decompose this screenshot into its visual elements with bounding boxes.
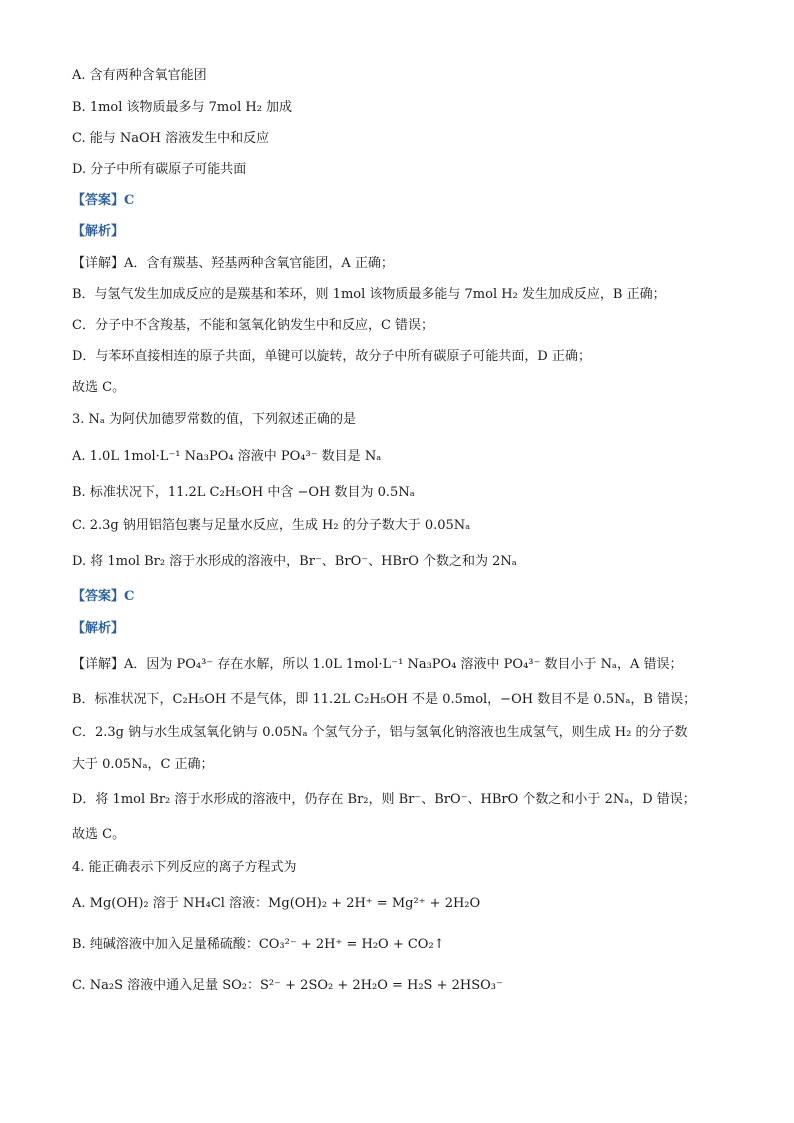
analysis-label: 【解析】 (72, 224, 125, 239)
explanation-line: 【详解】A．含有羰基、羟基两种含氧官能团，A 正确； (72, 256, 394, 271)
option-d: D. 将 1mol Br₂ 溶于水形成的溶液中，Br⁻、BrO⁻、HBrO 个数之和为 2Nₐ (72, 554, 517, 569)
option-a: A. 1.0L 1mol·L⁻¹ Na₃PO₄ 溶液中 PO₄³⁻ 数目是 Nₐ (72, 449, 382, 464)
answer-label: 【答案】C (72, 193, 135, 208)
answer-label: 【答案】C (72, 589, 135, 604)
explanation-line: 【详解】A．因为 PO₄³⁻ 存在水解，所以 1.0L 1mol·L⁻¹ Na₃PO₄ 溶液中 PO₄³⁻ 数目小于 Nₐ，A 错误； (72, 657, 683, 672)
explanation-line: D．与苯环直接相连的原子共面，单键可以旋转，故分子中所有碳原子可能共面，D 正确； (72, 349, 591, 364)
option-b: B. 标准状况下，11.2L C₂H₅OH 中含 −OH 数目为 0.5Nₐ (72, 485, 415, 500)
explanation-line: B．与氢气发生加成反应的是羰基和苯环，则 1mol 该物质最多能与 7mol H₂ 发生加成反应，B 正确； (72, 287, 666, 302)
analysis-label: 【解析】 (72, 621, 125, 636)
explanation-line: C．分子中不含羧基，不能和氢氧化钠发生中和反应，C 错误； (72, 318, 435, 333)
explanation-line: 大于 0.05Nₐ，C 正确； (72, 757, 214, 772)
conclusion-line: 故选 C。 (72, 380, 126, 395)
option-b: B. 纯碱溶液中加入足量稀硫酸：CO₃²⁻ + 2H⁺ = H₂O + CO₂↑ (72, 937, 445, 952)
option-c: C. 2.3g 钠用铝箔包裹与足量水反应，生成 H₂ 的分子数大于 0.05Nₐ (72, 518, 471, 533)
explanation-line: D．将 1mol Br₂ 溶于水形成的溶液中，仍存在 Br₂，则 Br⁻、BrO⁻、HBrO 个数之和小于 2Nₐ，D 错误； (72, 792, 696, 807)
option-a: A. Mg(OH)₂ 溶于 NH₄Cl 溶液：Mg(OH)₂ + 2H⁺ = Mg²⁺ + 2H₂O (72, 896, 481, 911)
option-a: A. 含有两种含氧官能团 (72, 68, 207, 83)
question-3-stem: 3. Nₐ 为阿伏加德罗常数的值，下列叙述正确的是 (72, 412, 357, 427)
option-c: C. 能与 NaOH 溶液发生中和反应 (72, 131, 270, 146)
conclusion-line: 故选 C。 (72, 827, 126, 842)
option-d: D. 分子中所有碳原子可能共面 (72, 162, 247, 177)
explanation-line: C．2.3g 钠与水生成氢氧化钠与 0.05Nₐ 个氢气分子，铝与氢氧化钠溶液也生成氢气，则生成 H₂ 的分子数 (72, 725, 688, 740)
option-c: C. Na₂S 溶液中通入足量 SO₂：S²⁻ + 2SO₂ + 2H₂O = H₂S + 2HSO₃⁻ (72, 978, 503, 993)
explanation-line: B．标准状况下，C₂H₅OH 不是气体，即 11.2L C₂H₅OH 不是 0.5mol，−OH 数目不是 0.5Nₐ，B 错误； (72, 692, 697, 707)
question-4-stem: 4. 能正确表示下列反应的离子方程式为 (72, 860, 297, 875)
option-b: B. 1mol 该物质最多与 7mol H₂ 加成 (72, 100, 293, 115)
